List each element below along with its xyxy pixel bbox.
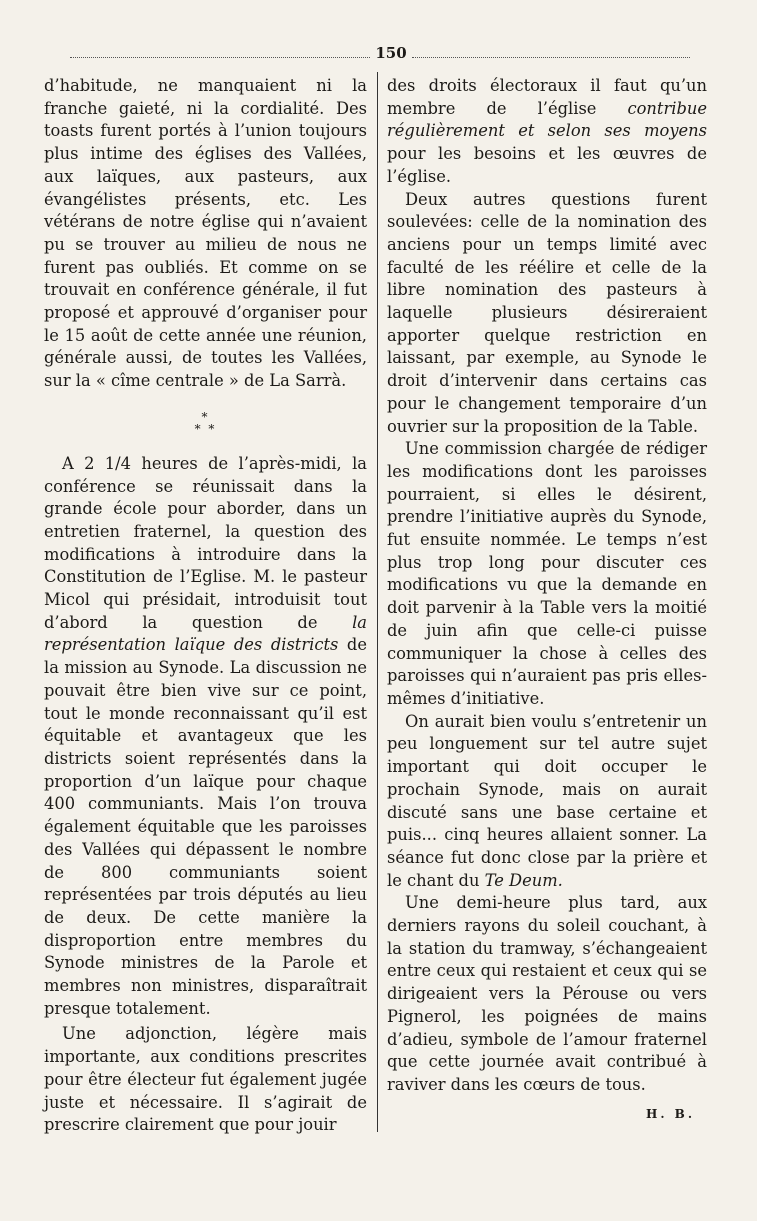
paragraph: Une demi-heure plus tard, aux derniers rayons du soleil couchant, à la station du tramway, s’échangeaient entre ceux qui restaient et ceux qui se dirigeaient vers la Pérouse ou vers Pignerol, les poignées de mains d’adieu, symbole de l’amour fraternel que cette journée avait contribué à raviver dans les cœurs de tous.	[387, 893, 707, 1094]
paragraph: Une adjonction, légère mais importante, aux conditions prescrites pour être électeur fut également jugée juste et nécessaire. Il s’agirait de prescrire clairement que pour jouir	[44, 1024, 367, 1135]
paragraph	[387, 711, 707, 893]
column-divider	[377, 72, 378, 1132]
paragraph	[387, 75, 707, 189]
page-header	[40, 44, 710, 66]
author-signature: H. B.	[645, 1106, 695, 1121]
section-separator: * * *	[194, 409, 217, 436]
text-run: On aurait bien voulu s’entretenir un peu longuement sur tel autre sujet important qui doit occuper le prochain Synode, mais on aurait discuté sans une base certaine et puis... cinq heures allaient sonner. La séance fut donc close par la prière et le chant du	[387, 711, 707, 890]
text-run: pour les besoins et les œuvres de l’église.	[387, 144, 707, 186]
right-column	[387, 75, 707, 1125]
page-number: 150	[375, 44, 407, 62]
text-run: A 2 1/4 heures de l’après-midi, la conférence se réunissait dans la grande école pour aborder, dans un entretien fraternel, la question des modifications à introduire dans la Constitution de l’Eglise. M. le pasteur Micol qui présidait, introduisit tout d’abord la question de	[44, 453, 367, 632]
paragraph: Une commission chargée de rédiger les modifications dont les paroisses pourraient, si elles le désirent, prendre l’initiative auprès du Synode, fut ensuite nommée. Le temps n’est plus trop long pour discuter ces modifications vu que la demande en doit parvenir à la Table vers la moitié de juin afin que celle-ci puisse communiquer la chose à celles des paroisses qui n’auraient pas pris elles-mêmes d’initiative.	[387, 439, 707, 708]
text-run: de la mission au Synode. La discussion ne pouvait être bien vive sur ce point, tout le monde reconnaissant qu’il est équitable et avantageux que les districts soient représentés dans la proportion d’un laïque pour chaque 400 communiants. Mais l’on trouva également équitable que les paroisses des Vallées qui dépassent le nombre de 800 communiants soient représentées par trois députés au lieu de deux. De cette manière la disproportion entre membres du Synode ministres de la Parole et membres non ministres, disparaîtrait presque totalement.	[44, 635, 367, 1018]
italic-text: Te Deum.	[484, 870, 563, 890]
header-rule-right	[412, 57, 690, 58]
text-run: des droits électoraux il faut qu’un membre de l’église	[387, 76, 707, 118]
header-rule-left	[70, 57, 370, 58]
paragraph: d’habitude, ne manquaient ni la franche gaieté, ni la cordialité. Des toasts furent portés à l’union toujours plus intime des églises des Vallées, aux laïques, aux pasteurs, aux évangélistes présents, etc. Les vétérans de notre église qui n’avaient pu se trouver au milieu de nous ne furent pas oubliés. Et comme on se trouvait en conférence générale, il fut proposé et approuvé d’organiser pour le 15 août de cette année une réunion, générale aussi, de toutes les Vallées, sur la « cîme centrale » de La Sarrà.	[44, 76, 367, 391]
italic-text: la représentation laïque des districts	[44, 612, 367, 655]
italic-text: contribue régulièrement et selon ses moyens	[387, 98, 707, 141]
paragraph: Deux autres questions furent soulevées: celle de la nomination des anciens pour un temps limité avec faculté de les réélire et celle de la libre nomination des pasteurs à laquelle plusieurs désireraient apporter quelque restriction en laissant, par exemple, au Synode le droit d’intervenir dans certains cas pour le changement temporaire d’un ouvrier sur la proposition de la Table.	[387, 189, 707, 436]
paragraph	[44, 453, 367, 1021]
left-column	[44, 75, 367, 1137]
